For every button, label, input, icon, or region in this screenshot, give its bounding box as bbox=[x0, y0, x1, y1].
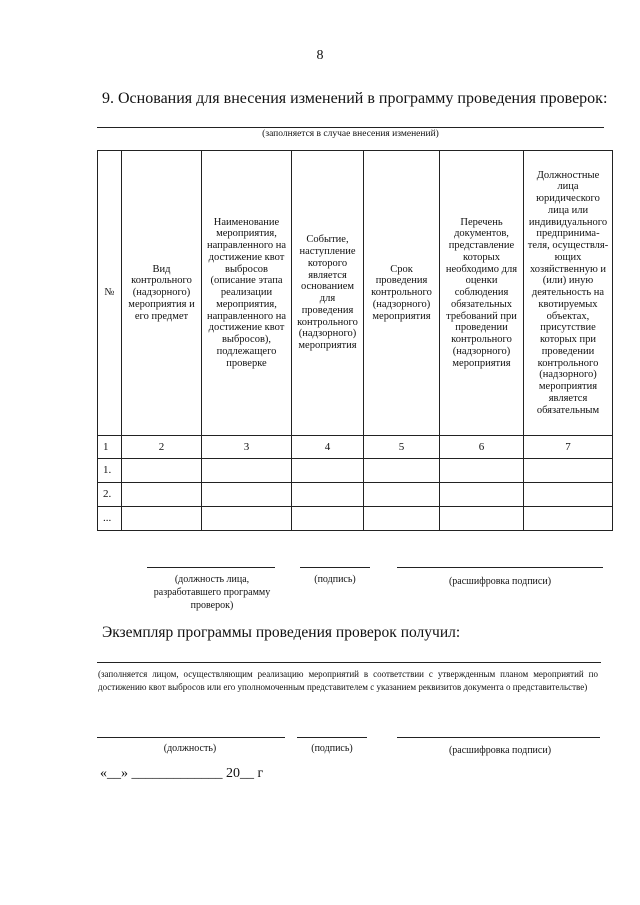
section-title: 9. Основания для внесения изменений в программу проведения проверок: bbox=[102, 90, 608, 107]
fill-line bbox=[97, 127, 604, 128]
table-cell[interactable] bbox=[292, 483, 364, 507]
decode-line[interactable] bbox=[397, 737, 600, 738]
column-number: 1 bbox=[98, 436, 122, 459]
column-header: Вид контрольного (надзорного) мероприятия и его предмет bbox=[122, 151, 202, 436]
decode-line[interactable] bbox=[397, 567, 603, 568]
page-number: 8 bbox=[316, 48, 324, 63]
decode-label: (расшифровка подписи) bbox=[448, 576, 552, 587]
table-cell[interactable] bbox=[524, 507, 613, 531]
table-cell[interactable] bbox=[524, 459, 613, 483]
position-line[interactable] bbox=[147, 567, 275, 568]
signature-label: (подпись) bbox=[314, 574, 356, 585]
table-header-row bbox=[98, 151, 613, 436]
table-row bbox=[98, 459, 613, 483]
table-cell[interactable] bbox=[364, 483, 440, 507]
fill-line[interactable] bbox=[97, 662, 601, 663]
table-cell[interactable] bbox=[292, 507, 364, 531]
table-cell[interactable] bbox=[364, 459, 440, 483]
table-cell[interactable] bbox=[440, 507, 524, 531]
changes-table bbox=[97, 150, 613, 531]
column-number: 7 bbox=[524, 436, 613, 459]
table-cell[interactable] bbox=[202, 459, 292, 483]
row-number: ... bbox=[98, 507, 122, 531]
table-cell[interactable] bbox=[202, 483, 292, 507]
date-line: «__» _____________ 20__ г bbox=[100, 766, 264, 781]
signature-label: (подпись) bbox=[311, 743, 353, 754]
table-cell[interactable] bbox=[202, 507, 292, 531]
row-number: 2. bbox=[98, 483, 122, 507]
table-cell[interactable] bbox=[440, 483, 524, 507]
table-cell[interactable] bbox=[122, 459, 202, 483]
column-number: 6 bbox=[440, 436, 524, 459]
table-cell[interactable] bbox=[364, 507, 440, 531]
signature-line[interactable] bbox=[297, 737, 367, 738]
decode-label: (расшифровка подписи) bbox=[448, 745, 552, 756]
column-number-row bbox=[98, 436, 613, 459]
table-cell[interactable] bbox=[122, 483, 202, 507]
table-cell[interactable] bbox=[122, 507, 202, 531]
column-header: № bbox=[98, 151, 122, 436]
receipt-note: (заполняется лицом, осуществляющим реализацию мероприятий в соответствии с утвержденным планом мероприятий по достижению квот выбросов или его уполномоченным представителем с указанием реквизитов документа о представительстве) bbox=[98, 669, 598, 693]
column-number: 4 bbox=[292, 436, 364, 459]
column-number: 5 bbox=[364, 436, 440, 459]
column-number: 2 bbox=[122, 436, 202, 459]
section-note: (заполняется в случае внесения изменений) bbox=[262, 129, 439, 139]
column-number: 3 bbox=[202, 436, 292, 459]
signature-line[interactable] bbox=[300, 567, 370, 568]
position-label: (должность) bbox=[163, 743, 217, 754]
row-number: 1. bbox=[98, 459, 122, 483]
column-header: Наименование мероприятия, направленного на достижение квот выбросов (описание этапа реализации мероприятия, направленного на достижение квот выбросов), подлежащего проверке bbox=[202, 151, 292, 436]
table-cell[interactable] bbox=[440, 459, 524, 483]
table-cell[interactable] bbox=[292, 459, 364, 483]
position-line[interactable] bbox=[97, 737, 285, 738]
position-label: (должность лица, разработавшего программу проверок) bbox=[153, 574, 271, 611]
table-row bbox=[98, 507, 613, 531]
receipt-title: Экземпляр программы проведения проверок получил: bbox=[102, 624, 461, 641]
column-header: Перечень документов, представление которых необходимо для оценки соблюдения обязательных требований при проведении контрольного (надзорного) мероприятия bbox=[440, 151, 524, 436]
table-cell[interactable] bbox=[524, 483, 613, 507]
column-header: Срок проведения контрольного (надзорного) мероприятия bbox=[364, 151, 440, 436]
column-header: Событие, наступление которого является основанием для проведения контрольного (надзорного) мероприятия bbox=[292, 151, 364, 436]
table-row bbox=[98, 483, 613, 507]
column-header: Должностные лица юридического лица или индивидуального предпринима-теля, осуществля-ющих хозяйственную и (или) иную деятельность на квотируемых объектах, присутствие которых при проведении контрольного (надзорного) мероприятия является обязательным bbox=[524, 151, 613, 436]
